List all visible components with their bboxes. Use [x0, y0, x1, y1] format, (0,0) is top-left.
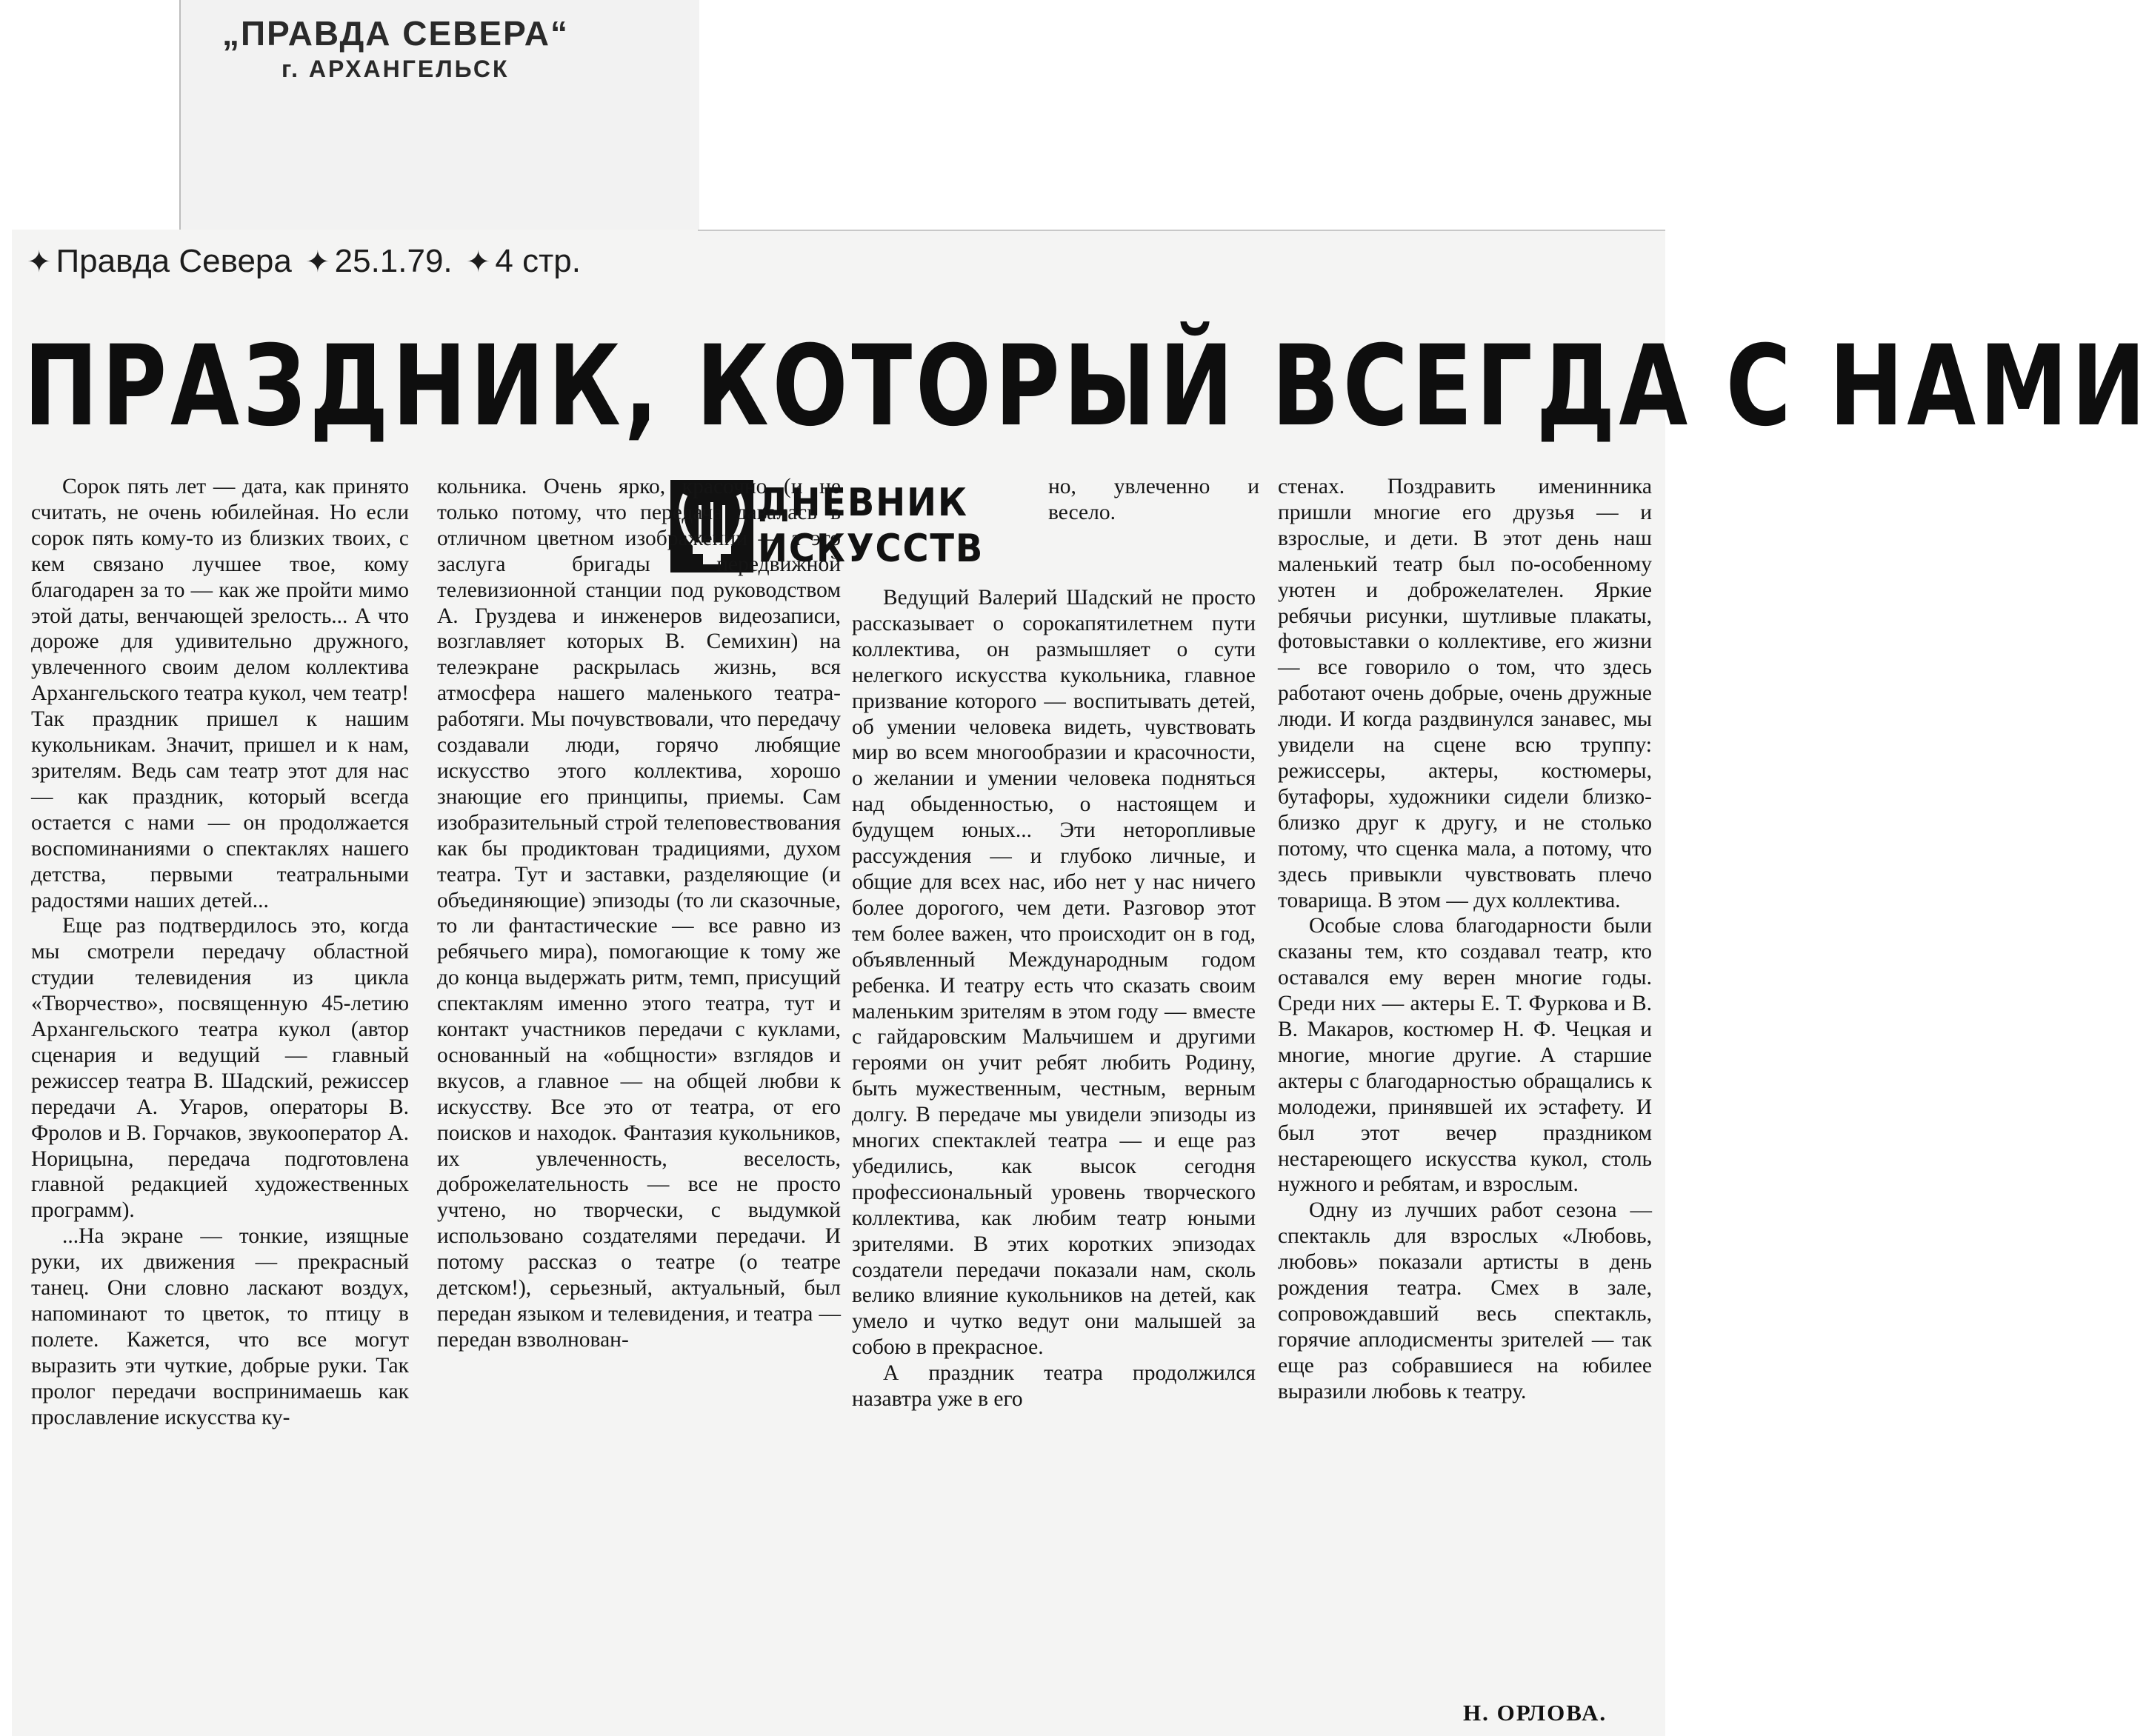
paragraph: Особые слова благодарности были сказаны тем, кто создавал театр, кто оставался ему верен многие годы. Среди них — актеры Е. Т. Фуркова и В. В. Макаров, костюмер Н. Ф. Чецкая и многие, многие другие. А старшие актеры с благодарностью обращались к молодежи, принявшей их эстафету. И был этот вечер праздником нестареющего искусства кукол, столь нужного и ребятам, и взрослым.: [1278, 914, 1652, 1197]
paragraph: Одну из лучших работ сезона — спектакль для взрослых «Любовь, любовь» показали артисты в день рождения театра. Смех в зале, сопровождавший весь спектакль, горячие аплодисменты зрителей — так еще раз собравшиеся на юбилее выразили любовь к театру.: [1278, 1198, 1652, 1403]
dateline: [22, 243, 581, 280]
paragraph: ...На экране — тонкие, изящные руки, их движения — прекрасный танец. Они словно ласкают воздух, напоминают то цветок, то птицу в полете. Кажется, что все могут выразить эти чуткие, добрые руки. Так пролог передачи воспринимаешь как прославление искусства ку-: [31, 1224, 409, 1429]
rubric-line-1: ДНЕВНИК: [758, 481, 968, 525]
article-column-4: [1278, 474, 1652, 1733]
paragraph: Сорок пять лет — дата, как принято считать, не очень юбилейная. Но если сорок пять кому-то из близких твоих, с кем связано лучшее твое, кому благодарен за то — как же пройти мимо этой даты, венчающей зрелость... А что дороже для удивительно дружного, увлеченного своим делом коллектива Архангельского театра кукол, чем театр! Так праздник пришел к нашим кукольникам. Значит, пришел и к нам, зрителям. Ведь сам театр этот для нас — как праздник, который всегда остается с нами — он продолжается воспоминаниями о спектаклях нашего детства, первыми театральными радостями наших детей...: [31, 475, 409, 912]
author-signature: Н. ОРЛОВА.: [1463, 1700, 1607, 1726]
paragraph: Еще раз подтвердилось это, когда мы смотрели передачу областной студии телевидения из цикла «Творчество», посвященную 45-летию Архангельского театра кукол (автор сценария и ведущий — главный режиссер театра В. Шадский, режиссер передачи А. Угаров, операторы В. Фролов и В. Горчаков, звукооператор А. Норицына, передача подготовлена главной редакцией художественных программ).: [31, 914, 409, 1223]
dateline-paper: Правда Севера: [56, 243, 292, 279]
star-ornament-icon: ✦: [305, 246, 330, 278]
rubric-line-2: ИСКУССТВ: [758, 527, 984, 571]
paragraph: Ведущий Валерий Шадский не просто рассказывает о сорокапятилетнем пути коллектива, он размышляет о сути нелегкого искусства кукольника, главное призвание которого — воспитывать детей, об умении человека видеть, чувствовать мир во всем многообразии и красочности, о желании и умении человека подняться над обыденностью, о настоящем и будущем юных... Эти неторопливые рассуждения — и глубоко личные, и общие для всех нас, ибо нет у нас ничего более дорогого, чем дети. Разговор этот тем более важен, что происходит он в год, объявленный Международным годом ребенка. И театру есть что сказать своим маленьким зрителям в этом году — вместе с гайдаровским Мальчишем и другими героями он учит ребят любить Родину, быть мужественным, честным, верным долгу. В передаче мы увидели эпизоды из многих спектаклей театра — и еще раз убедились, как высок сегодня профессиональный уровень творческого коллектива, как любим театр юными зрителями. В этих коротких эпизодах создатели передачи показали нам, сколь велико влияние кукольников на детей, как умело и чутко ведут они малышей за собою в прекрасное.: [852, 586, 1256, 1360]
paragraph: но, увлеченно и весело.: [1048, 475, 1259, 524]
paragraph: стенах. Поздравить именинника пришли многие его друзья — и взрослые, и дети. В этот день наш маленький театр был по-особенному уютен и доброжелателен. Яркие ребячьи рисунки, шутливые плакаты, фотовыставки о коллективе, его жизни — все говорило о том, что здесь работают очень добрые, очень дружные люди. И когда раздвинулся занавес, мы увидели на сцене всю труппу: режиссеры, актеры, костюмеры, бутафоры, художники сидели близко-близко друг к другу, и не столько потому, что сценка мала, а потому, что здесь привыкли чувствовать плечо товарища. В этом — дух коллектива.: [1278, 475, 1652, 912]
article-column-3: [852, 585, 1256, 1733]
dateline-page: 4 стр.: [495, 243, 581, 279]
stamp-newspaper-name: „ПРАВДА СЕВЕРА“: [222, 14, 569, 53]
stamp-city: г. АРХАНГЕЛЬСК: [281, 56, 510, 82]
article-column-2: [437, 474, 841, 1733]
article-column-1: [31, 474, 409, 1733]
dateline-date: 25.1.79.: [334, 243, 453, 279]
article-headline: ПРАЗДНИК, КОТОРЫЙ ВСЕГДА С НАМИ: [24, 322, 2149, 451]
article-column-3-top: [1048, 474, 1259, 533]
star-ornament-icon: ✦: [27, 246, 52, 278]
paragraph: А праздник театра продолжился назавтра уже в его: [852, 1361, 1256, 1412]
paragraph: кольника. Очень ярко, красочно (и не только потому, что передача давалась в отличном цветном изображении — а это заслуга бригады передвижной телевизионной станции под руководством А. Груздева и инженеров видеозаписи, возглавляет которых В. Семихин) на телеэкране раскрылась жизнь, вся атмосфера нашего маленького театра-работяги. Мы почувствовали, что передачу создавали люди, горячо любящие искусство этого коллектива, хорошо знающие его принципы, приемы. Сам изобразительный строй телеповествования как бы продиктован традициями, духом театра. Тут и заставки, разделяющие (и объединяющие) эпизоды (то ли сказочные, то ли фантастические — все равно из ребячьего мира), помогающие к тому же до конца выдержать ритм, темп, присущий спектаклям именно этого театра, тут и контакт участников передачи с куклами, основанный на «общности» взглядов и вкусов, а главное — на общей любви к искусству. Все это от театра, от его поисков и находок. Фантазия кукольников, их увлеченность, веселость, доброжелательность — все не просто учтено, но творчески, с выдумкой использовано создателями передачи. И потому рассказ о театре (о театре детском!), серьезный, актуальный, был передан языком и телевидения, и театра — передан взволнован-: [437, 475, 841, 1352]
star-ornament-icon: ✦: [465, 246, 491, 278]
